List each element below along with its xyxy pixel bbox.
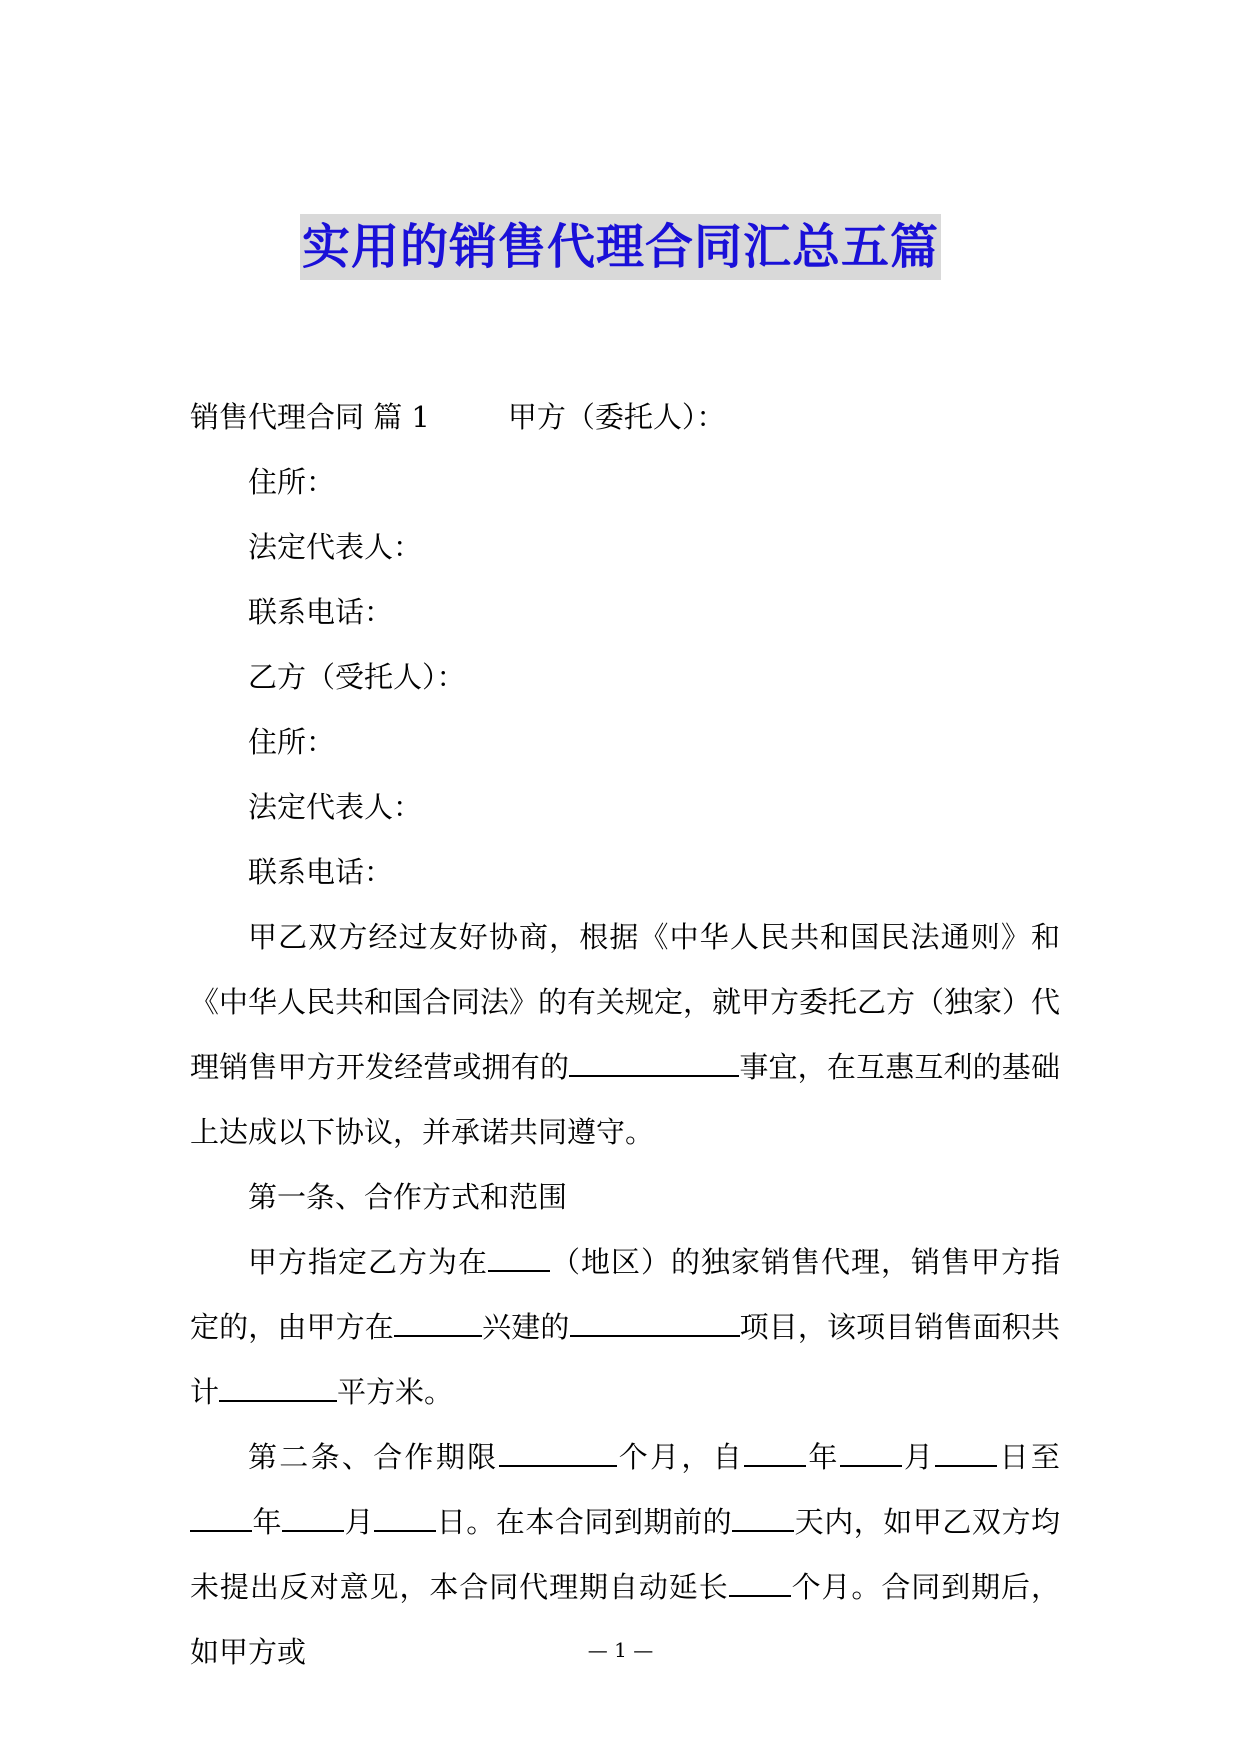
- document-body: [190, 385, 1060, 1685]
- document-title: 实用的销售代理合同汇总五篇: [300, 214, 941, 280]
- blank-field: [488, 1269, 550, 1272]
- blank-field: [374, 1529, 436, 1532]
- party-b-address: 住所：: [248, 725, 336, 759]
- blank-field: [732, 1529, 794, 1532]
- article2-text: 个月，自: [616, 1440, 745, 1474]
- blank-field: [282, 1529, 344, 1532]
- blank-field: [729, 1594, 791, 1597]
- intro-text-1: 甲乙双方经过友好协商，根据《中华人民共和国民法通则》和《中华人民共和国合同法》的有关规定，就甲方委托乙方（独家）代理销售甲方开发经营或拥有的: [190, 920, 1061, 1084]
- blank-field: [569, 1074, 739, 1077]
- blank-field: [219, 1399, 337, 1402]
- page-number: — 1 —: [587, 1638, 654, 1662]
- article2-text: 第二条、合作期限: [248, 1440, 499, 1474]
- blank-field: [190, 1529, 252, 1532]
- party-b-rep: 法定代表人：: [248, 790, 423, 824]
- party-a-address: 住所：: [248, 465, 336, 499]
- article1-text: 平方米。: [337, 1375, 454, 1409]
- blank-field: [570, 1334, 740, 1337]
- blank-field: [935, 1464, 997, 1467]
- blank-field: [499, 1464, 617, 1467]
- article2-text: 个月。合同到期后，如甲方或: [190, 1570, 1060, 1669]
- blank-field: [840, 1464, 902, 1467]
- party-a-phone: 联系电话：: [248, 595, 394, 629]
- party-b-phone: 联系电话：: [248, 855, 394, 889]
- article2-text: 年: [252, 1505, 283, 1539]
- intro-paragraph: [190, 905, 1060, 1165]
- article1-heading: 第一条、合作方式和范围: [248, 1180, 568, 1214]
- article1-text: 项目，该项目销售面积共计: [190, 1310, 1060, 1409]
- party-a-rep: 法定代表人：: [248, 530, 423, 564]
- article2-text: 日。在本合同到期前的: [436, 1505, 733, 1539]
- article1-text: 甲方指定乙方为在: [248, 1245, 488, 1279]
- party-a-label: 甲方（委托人）：: [507, 400, 726, 434]
- article2-text: 天内，如甲乙双方均未提出反对意见，本合同代理期自动延长: [190, 1505, 1060, 1604]
- article1-text: 兴建的: [481, 1310, 570, 1344]
- article2-text: 日至: [997, 1440, 1060, 1474]
- blank-field: [744, 1464, 806, 1467]
- article2-text: 月: [344, 1505, 375, 1539]
- title-wrap: [0, 214, 1241, 280]
- article2-text: 月: [901, 1440, 936, 1474]
- party-b-label: 乙方（受托人）：: [248, 660, 466, 694]
- article1-text: （地区）的独家销售代理，销售甲方指定的，由甲方在: [190, 1245, 1060, 1344]
- blank-field: [394, 1334, 482, 1337]
- intro-text-2: 事宜，在互惠互利的基础上达成以下协议，并承诺共同遵守。: [190, 1050, 1060, 1149]
- article2-text: 年: [806, 1440, 840, 1474]
- heading-line: [190, 385, 1060, 450]
- article1-paragraph: [190, 1230, 1060, 1425]
- section-heading: 销售代理合同 篇 1: [190, 400, 430, 434]
